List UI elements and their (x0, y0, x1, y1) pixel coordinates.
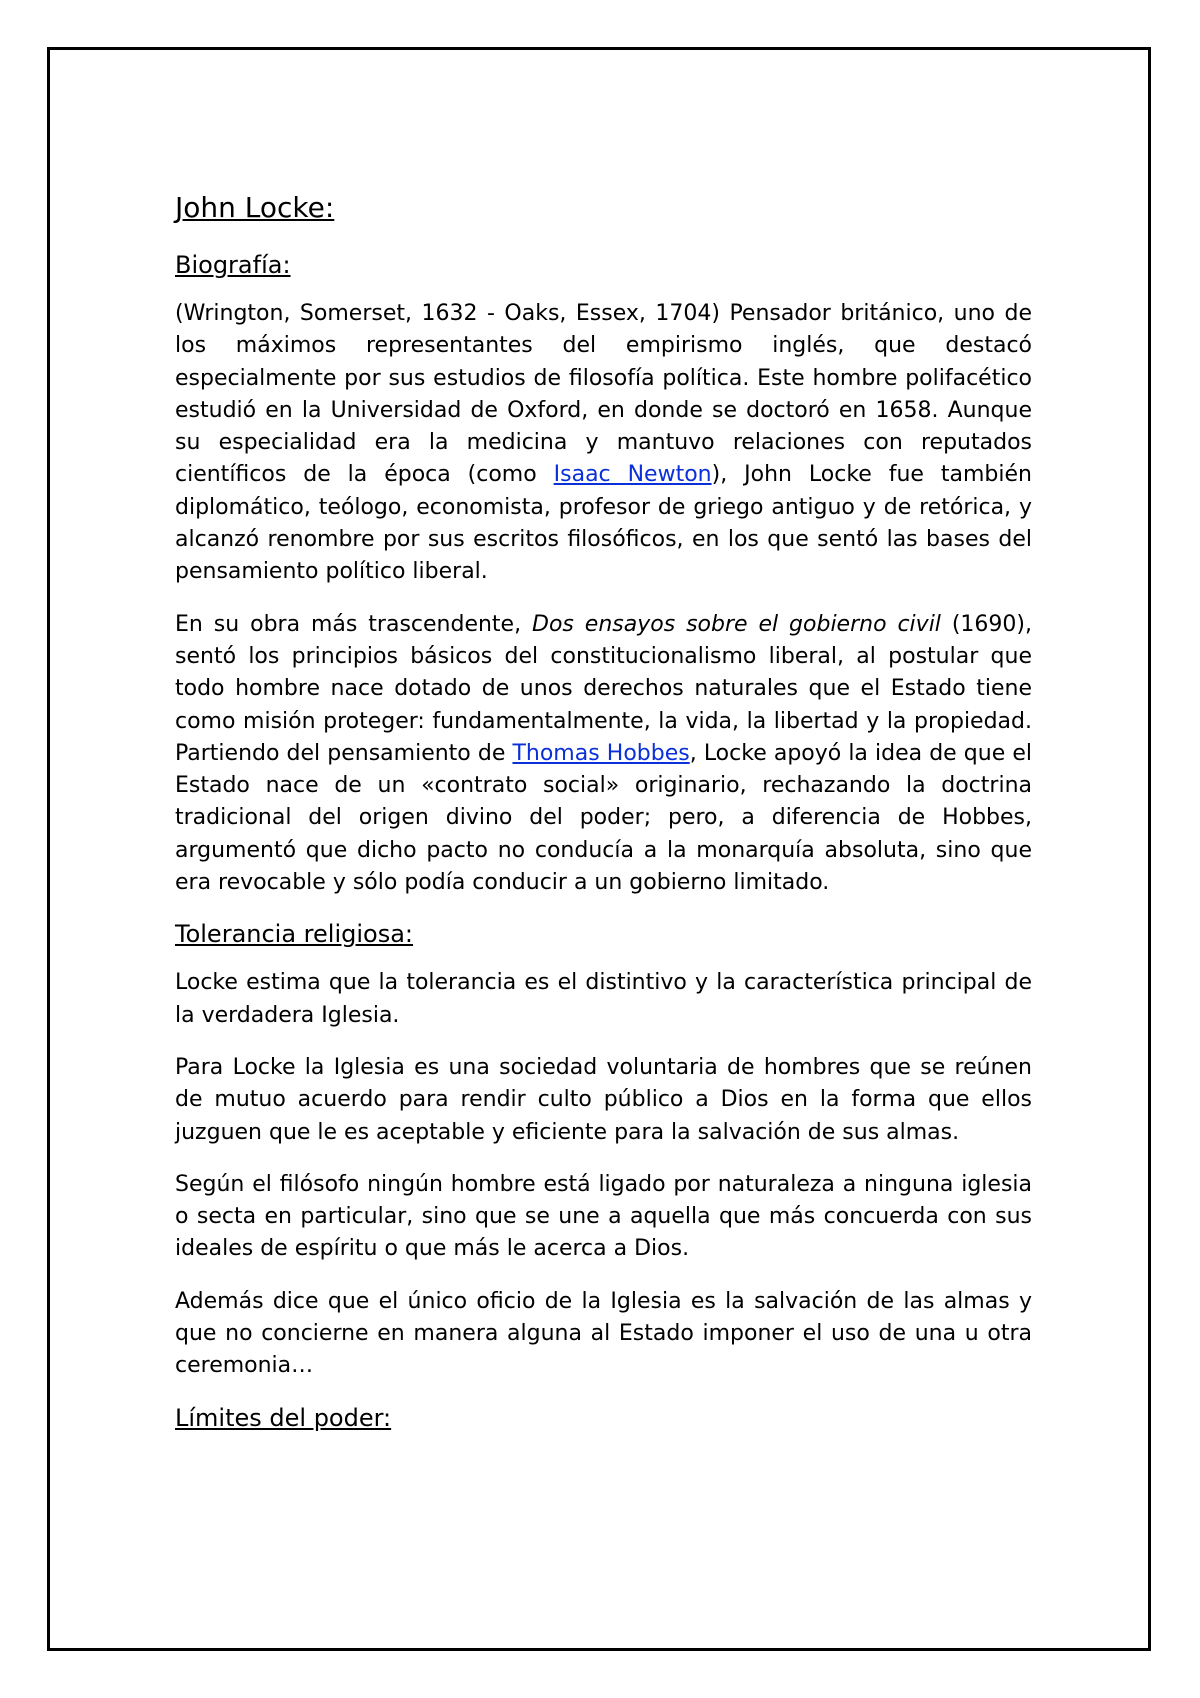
tolerancia-heading: Tolerancia religiosa: (175, 920, 414, 949)
isaac-newton-link[interactable]: Isaac Newton (553, 462, 712, 488)
document-title: John Locke: (175, 191, 335, 224)
biografia-p2-text-b: (1690), sentó los principios básicos del constitucionalismo liberal, al postular que todo hombre nace dotado de unos derechos naturales que el Estado tiene como misión proteger: fundamentalmente, la vida, la libertad y la propiedad. Partiendo del pensamiento de (175, 611, 1032, 766)
biografia-p1-text-a: (Wrington, Somerset, 1632 - Oaks, Essex, 1704) Pensador británico, uno de los máximos representantes del empirismo inglés, que destacó especialmente por sus estudios de filosofía política. Este hombre polifacético estudió en la Universidad de Oxford, en donde se doctoró en 1658. Aunque su especialidad era la medicina y mantuvo relaciones con reputados científicos de la época (como (175, 301, 1032, 488)
limites-heading: Límites del poder: (175, 1403, 392, 1432)
book-title: Dos ensayos sobre el gobierno civil (532, 611, 941, 637)
page-frame (47, 47, 1151, 1651)
biografia-heading: Biografía: (175, 251, 291, 279)
thomas-hobbes-link[interactable]: Thomas Hobbes (512, 740, 690, 766)
document-content (175, 190, 1032, 1451)
biografia-p2-text-c: , Locke apoyó la idea de que el Estado nace de un «contrato social» originario, rechazando la doctrina tradicional del origen divino del poder; pero, a diferencia de Hobbes, argumentó que dicho pacto no conducía a la monarquía absoluta, sino que era revocable y sólo podía conducir a un gobierno limitado. (175, 740, 1033, 896)
tolerancia-paragraph-4: Además dice que el único oficio de la Iglesia es la salvación de las almas y que no concierne en manera alguna al Estado imponer el uso de una u otra ceremonia… (175, 1288, 1032, 1379)
tolerancia-paragraph-1: Locke estima que la tolerancia es el distintivo y la característica principal de la verdadera Iglesia. (175, 970, 1032, 1028)
biografia-p1-text-b: ), John Locke fue también diplomático, teólogo, economista, profesor de griego antiguo y de retórica, y alcanzó renombre por sus escritos filosóficos, en los que sentó las bases del pensamiento político liberal. (175, 462, 1032, 585)
tolerancia-paragraph-2: Para Locke la Iglesia es una sociedad voluntaria de hombres que se reúnen de mutuo acuerdo para rendir culto público a Dios en la forma que ellos juzguen que le es aceptable y eficiente para la salvación de sus almas. (175, 1054, 1032, 1145)
biografia-paragraph-1 (175, 298, 1032, 589)
tolerancia-paragraph-3: Según el filósofo ningún hombre está ligado por naturaleza a ninguna iglesia o secta en particular, sino que se une a aquella que más concuerda con sus ideales de espíritu o que más le acerca a Dios. (175, 1171, 1032, 1262)
biografia-p2-text-a: En su obra más trascendente, (175, 611, 532, 637)
biografia-paragraph-2 (175, 609, 1032, 900)
